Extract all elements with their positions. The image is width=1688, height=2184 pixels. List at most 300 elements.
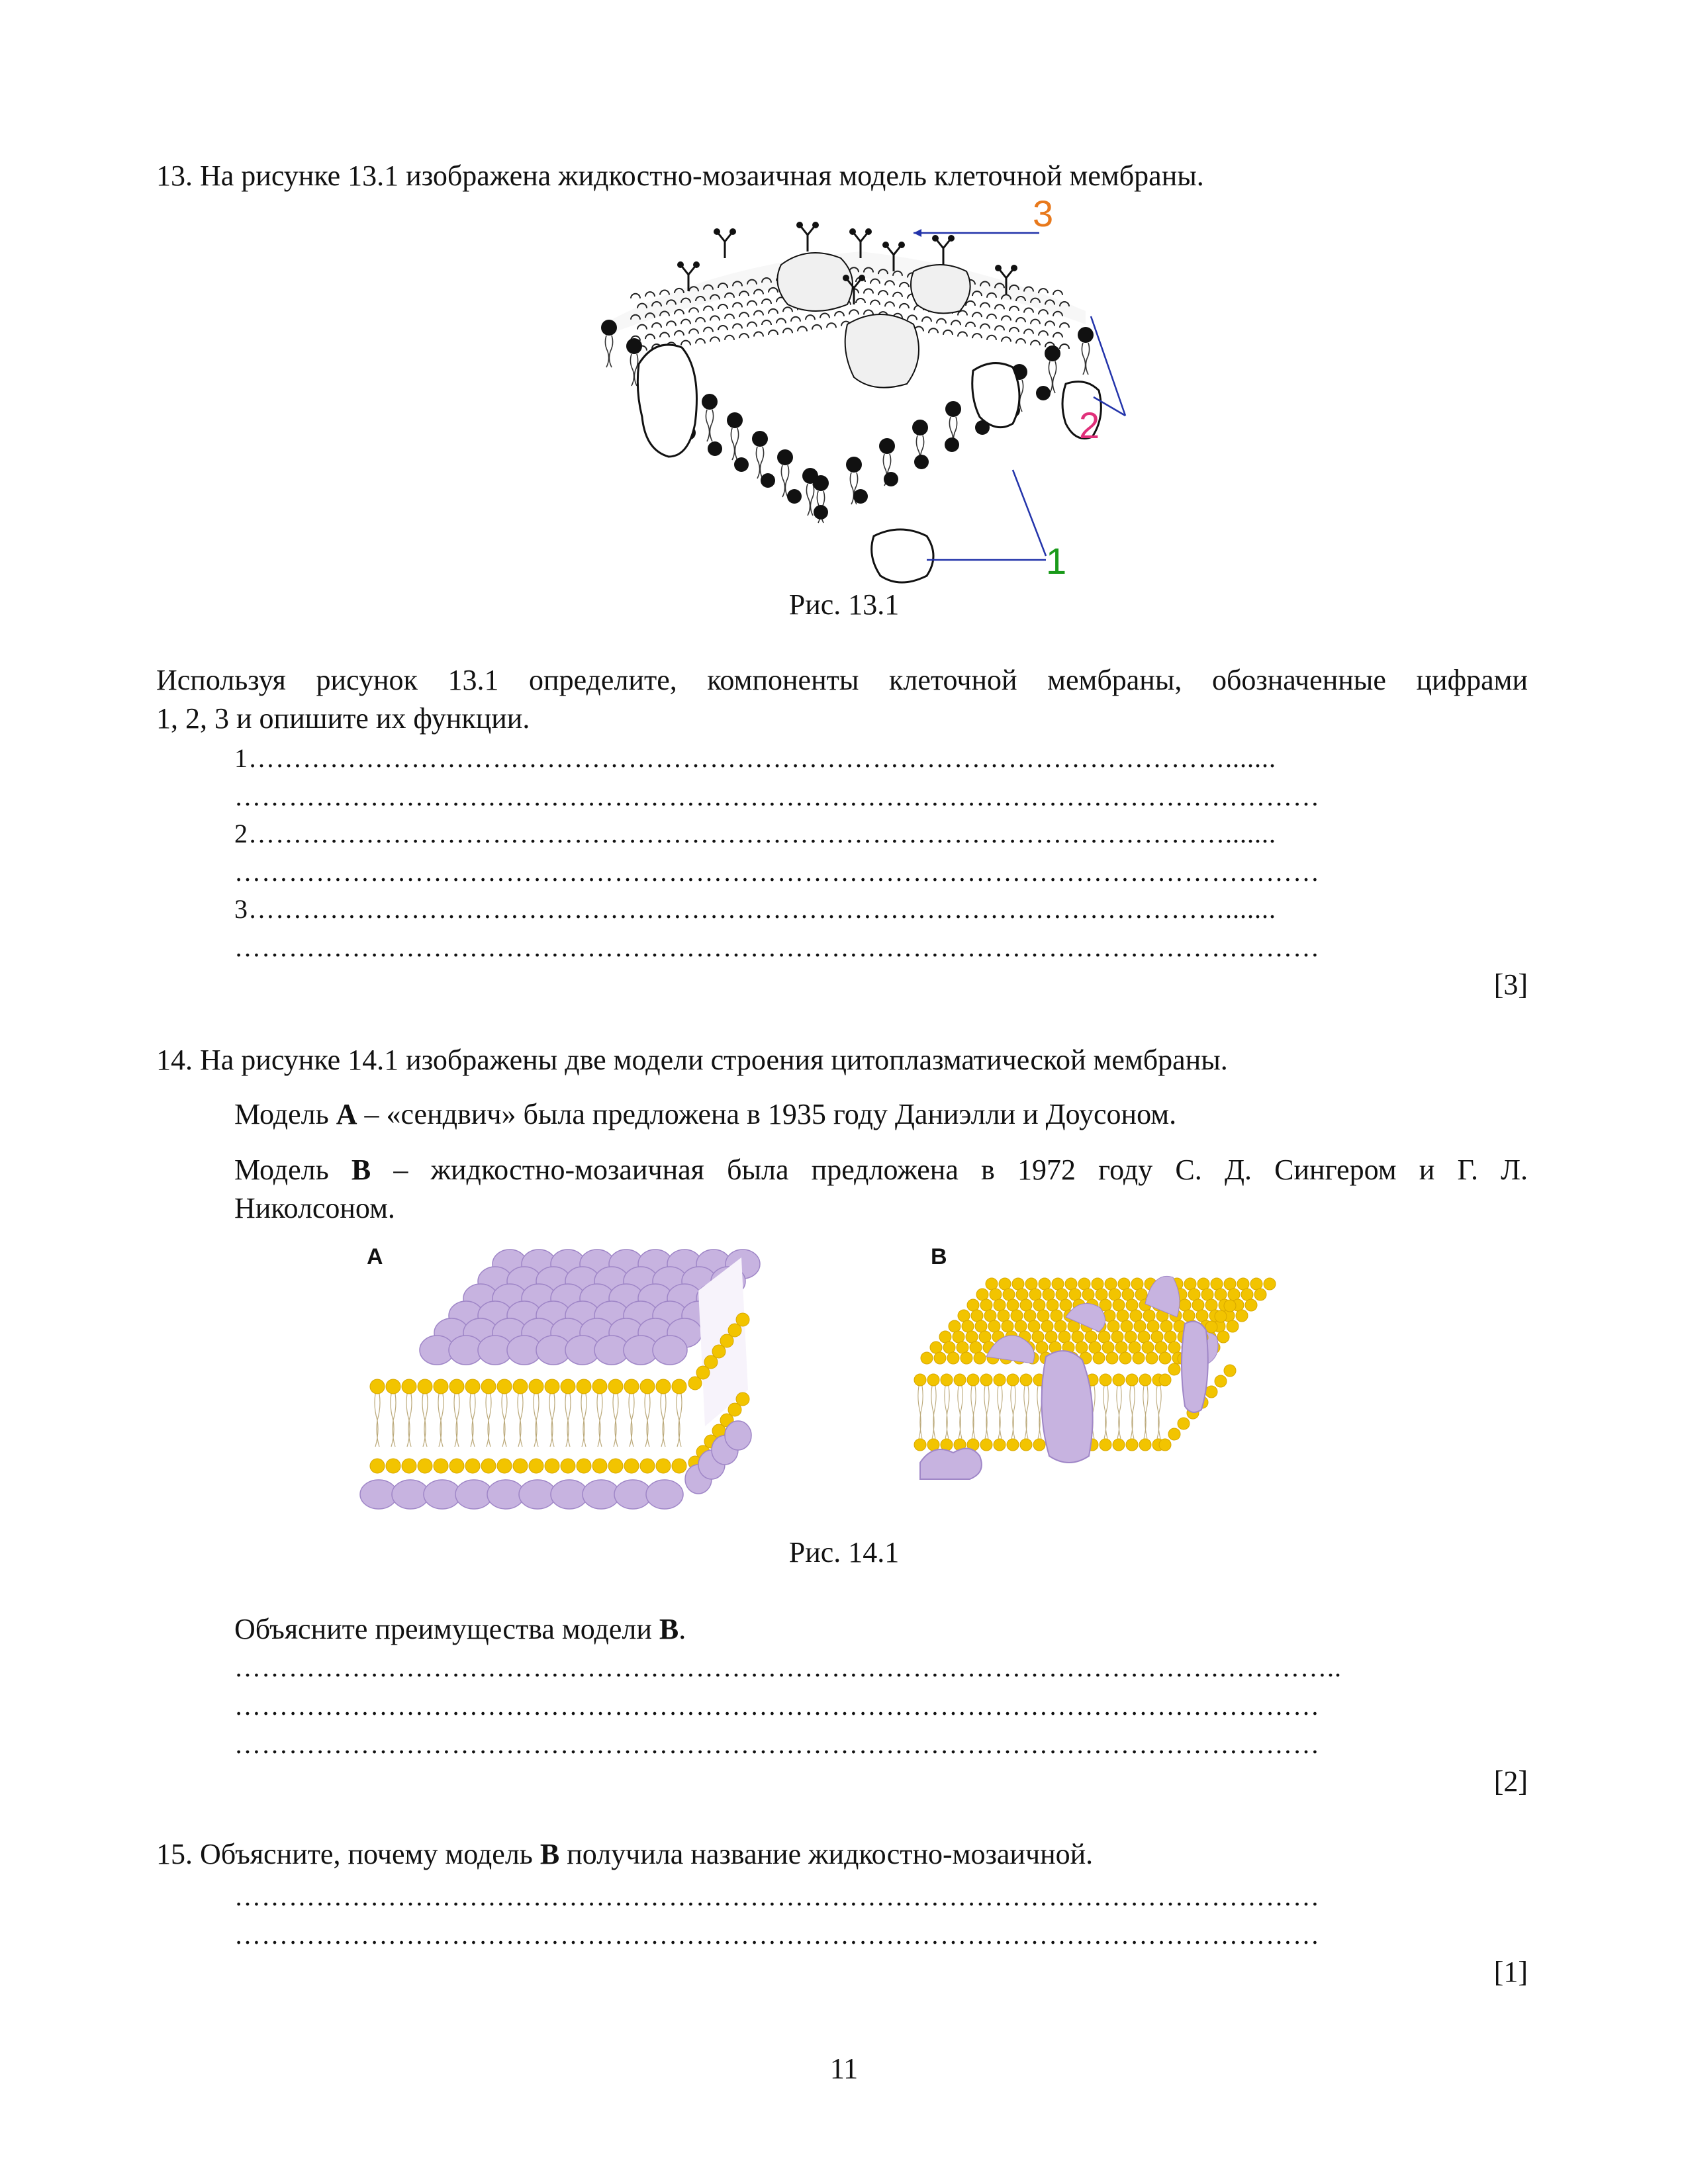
lipid-tail-a (663, 1394, 666, 1447)
lipid-head-a (497, 1379, 512, 1394)
lipid-head-a (386, 1379, 400, 1394)
lipid-head-b (1138, 1331, 1150, 1343)
lipid-head-top (1016, 318, 1025, 322)
lipid-head-top (878, 291, 888, 295)
lipid-head-b (994, 1439, 1006, 1451)
lipid-head-top (696, 339, 705, 343)
lipid-head-b (1051, 1310, 1062, 1322)
lipid-head-top (747, 322, 757, 327)
lipid-head-b (1043, 1289, 1055, 1300)
lipid-head-lower (1036, 386, 1051, 400)
lipid-head-b (979, 1331, 991, 1343)
peripheral-protein-b (920, 1449, 982, 1479)
lipid-head-top (900, 304, 909, 308)
lipid-tail-a (615, 1394, 618, 1447)
lipid-head-top (1039, 331, 1048, 336)
q15-question (156, 1836, 1093, 1873)
lipid-head-b (1236, 1310, 1248, 1322)
lipid-head-b (1085, 1331, 1097, 1343)
lipid-head-top (929, 328, 938, 333)
lipid-head (813, 475, 829, 491)
lipid-tail (731, 428, 734, 460)
lipid-head-a (592, 1379, 607, 1394)
model-b-prefix: Модель (234, 1154, 352, 1186)
lipid-head-top (908, 315, 917, 320)
lipid-head-b (1130, 1310, 1142, 1322)
lipid-head-top (995, 326, 1004, 330)
glycocalyx-node (865, 228, 872, 235)
lipid-head-top (689, 308, 698, 312)
lipid-head-b (1003, 1289, 1015, 1300)
lipid-head-b (1107, 1320, 1119, 1332)
lipid-head-b (1020, 1299, 1032, 1311)
lipid-head-b (1121, 1320, 1133, 1332)
lipid-head-b (1102, 1342, 1114, 1353)
lipid-head-b (970, 1342, 982, 1353)
q15-letter: В (539, 1838, 560, 1870)
lipid-head-a (529, 1459, 543, 1473)
lipid-head-top (739, 312, 749, 317)
lipid-head-b (984, 1310, 996, 1322)
lipid-tail-a (583, 1394, 586, 1447)
q14-answer-line-1[interactable]: ……………………………………………………………………………………………….………….. (234, 1653, 1342, 1682)
lipid-head-b (1118, 1278, 1130, 1290)
lipid-head-b (1047, 1299, 1058, 1311)
lipid-head-b (914, 1374, 926, 1386)
lipid-head-b (1168, 1428, 1180, 1440)
integral-protein-b (1042, 1351, 1093, 1463)
q13-question-line1: Используя рисунок 13.1 определите, компоненты клеточной мембраны, обозначенные цифрами (156, 664, 1528, 696)
lipid-head-top (725, 336, 734, 340)
lipid-tail-b (1132, 1386, 1135, 1439)
lipid-tail-b (920, 1386, 923, 1439)
lipid-head-b (1125, 1331, 1137, 1343)
lipid-head-top (806, 315, 815, 320)
lipid-head-b (1072, 1331, 1084, 1343)
lipid-tail-b (1145, 1386, 1148, 1439)
lipid-head-a (545, 1379, 559, 1394)
q15-suffix: получила название жидкостно-мозаичной. (559, 1838, 1094, 1870)
lipid-head-b (1133, 1352, 1145, 1364)
lipid-head-b (1129, 1342, 1141, 1353)
q15-answer-line-2[interactable]: ………………………………………………………………………………………………………… (234, 1920, 1320, 1950)
lipid-head-top (762, 320, 771, 325)
q14-marks: [2] (1493, 1765, 1528, 1797)
lipid-head-b (1142, 1342, 1154, 1353)
lipid-tail-a (456, 1394, 459, 1447)
lipid-head-b (1245, 1299, 1257, 1311)
lipid-head-top (645, 334, 655, 339)
lipid-head-b (1037, 1310, 1049, 1322)
lipid-head-b (1146, 1352, 1158, 1364)
lipid-head-b (1228, 1289, 1240, 1300)
lipid-tail-b (1026, 1386, 1029, 1439)
model-a-prefix: Модель (234, 1098, 336, 1130)
glycocalyx-node (693, 261, 700, 268)
lipid-head-b (934, 1352, 946, 1364)
lipid-head-lower (708, 441, 722, 456)
lipid-head-b (1024, 1310, 1036, 1322)
lipid-head-b (1069, 1289, 1081, 1300)
arrow-head (914, 229, 921, 237)
lipid-head-b (988, 1320, 1000, 1332)
lipid-head-a (561, 1459, 575, 1473)
lipid-head-b (1007, 1374, 1019, 1386)
lipid-head-top (966, 322, 975, 327)
peripheral-protein (777, 253, 853, 311)
lipid-head-b (1143, 1310, 1155, 1322)
lipid-head-a (736, 1392, 749, 1406)
lipid-head-b (1159, 1374, 1171, 1386)
lipid-head-b (1113, 1374, 1125, 1386)
lipid-head-b (1117, 1310, 1129, 1322)
q15-marks: [1] (1493, 1956, 1528, 1988)
lipid-head-b (971, 1310, 983, 1322)
lipid-head-top (1060, 323, 1069, 328)
lipid-head-b (1168, 1342, 1180, 1353)
lipid-head-top (660, 291, 669, 295)
lipid-tail-a (504, 1394, 507, 1447)
lipid-head-a (545, 1459, 559, 1473)
lipid-head-b (1139, 1439, 1151, 1451)
lipid-head-a (672, 1379, 686, 1394)
fig-label-b: B (931, 1244, 947, 1269)
lipid-head-b (1007, 1439, 1019, 1451)
lipid-head-b (1155, 1342, 1167, 1353)
lipid-head (601, 320, 617, 336)
lipid-head-top (1024, 308, 1033, 312)
lipid-head-b (1131, 1278, 1143, 1290)
lipid-head-lower (814, 505, 828, 520)
lipid-head-top (1031, 320, 1040, 324)
glycocalyx-node (948, 235, 955, 242)
label-1: 1 (1046, 540, 1067, 582)
lipid-head-b (1039, 1278, 1051, 1290)
lipid-head-top (710, 337, 720, 341)
lipid-head-a (561, 1379, 575, 1394)
lipid-head-top (870, 279, 880, 284)
q15-answer-line-1[interactable]: ………………………………………………………………………………………………………… (234, 1882, 1320, 1911)
lipid-head-b (927, 1374, 939, 1386)
lipid-tail-a (520, 1394, 523, 1447)
lipid-head-b (967, 1374, 979, 1386)
lipid-head-top (1016, 339, 1025, 343)
lipid-head-top (937, 319, 946, 324)
peripheral-protein-bottom (872, 529, 933, 582)
lipid-head-top (820, 313, 829, 318)
lipid-tail (706, 410, 709, 441)
lipid-head-top (856, 298, 865, 303)
lipid-head-b (1020, 1439, 1032, 1451)
lipid-tail-b (1105, 1386, 1108, 1439)
lipid-head-b (1178, 1418, 1190, 1430)
lipid-head-top (733, 302, 742, 307)
lipid-tail-a (536, 1394, 539, 1447)
q13-answer-line-1[interactable]: 1………………………………………………………………………………………………....... (234, 743, 1276, 773)
lipid-head-b (1224, 1300, 1236, 1312)
lipid-head-top (900, 283, 909, 287)
lipid-head-b (1113, 1299, 1125, 1311)
integral-protein-b (1182, 1322, 1208, 1412)
lipid-head-a (465, 1459, 480, 1473)
fluid-mosaic-model-b (907, 1244, 1317, 1522)
lipid-head-b (1250, 1278, 1262, 1290)
glycocalyx-node (812, 222, 819, 228)
lipid-head-top (704, 328, 713, 332)
lipid-head-top (769, 309, 778, 314)
lipid-head-b (1060, 1299, 1072, 1311)
lipid-head-b (990, 1289, 1002, 1300)
lipid-head-a (608, 1379, 623, 1394)
lipid-head-lower (945, 437, 959, 452)
lipid-tail-a (472, 1394, 475, 1447)
q15-prefix: 15. Объясните, почему модель (156, 1838, 540, 1870)
lipid-head-b (1052, 1278, 1064, 1290)
lipid-head-top (864, 289, 873, 293)
lipid-head-b (1122, 1289, 1134, 1300)
lipid-head-top (704, 306, 713, 311)
lipid-head-b (1105, 1278, 1117, 1290)
lipid-head-b (1029, 1289, 1041, 1300)
lipid-head-top (1045, 321, 1055, 326)
lipid-head-b (975, 1320, 987, 1332)
lipid-head-top (783, 328, 792, 333)
lipid-head-b (1025, 1278, 1037, 1290)
glycocalyx-branch (717, 232, 733, 258)
lipid-head-top (980, 303, 990, 308)
q14-model-b-line2: Николсоном. (234, 1192, 395, 1224)
lipid-tail-a (377, 1394, 380, 1447)
label-3: 3 (1033, 193, 1054, 234)
lipid-head-top (943, 330, 953, 335)
glycocalyx-branch (800, 225, 816, 251)
lipid-head-top (995, 304, 1004, 309)
lipid-head-b (1215, 1289, 1227, 1300)
lipid-head-a (465, 1379, 480, 1394)
lipid-head-top (885, 281, 894, 285)
lipid-head-b (943, 1342, 955, 1353)
lipid-head-b (1020, 1374, 1032, 1386)
lipid-head-top (980, 324, 990, 329)
model-a-text: – «сендвич» была предложена в 1935 году Даниэлли и Доусоном. (357, 1098, 1177, 1130)
lipid-head-a (592, 1459, 607, 1473)
lipid-head-top (812, 325, 821, 330)
lipid-head-a (481, 1379, 496, 1394)
lipid-head-b (941, 1374, 953, 1386)
glycocalyx-node (882, 242, 889, 248)
lipid-head-b (1082, 1289, 1094, 1300)
lipid-head-top (754, 310, 763, 315)
lipid-head-top (739, 334, 749, 338)
lipid-head-top (987, 314, 996, 319)
lipid-head-top (667, 321, 676, 326)
q14-answer-line-2[interactable]: ………………………………………………………………………………………………………… (234, 1691, 1320, 1721)
lipid-head-b (1211, 1278, 1223, 1290)
q14-title: 14. На рисунке 14.1 изображены две модели строения цитоплазматической мембраны. (156, 1044, 1228, 1076)
lipid-head-a (497, 1459, 512, 1473)
lipid-head-a (577, 1379, 591, 1394)
lipid-head-top (696, 318, 705, 322)
lipid-head-b (1016, 1289, 1028, 1300)
lipid-tail (710, 410, 713, 441)
lipid-head-b (980, 1299, 992, 1311)
lipid-head-top (1009, 306, 1019, 311)
lipid-head-a (402, 1459, 416, 1473)
lipid-head-top (1009, 328, 1019, 332)
lipid-head-b (958, 1310, 970, 1322)
lipid-head-b (1092, 1278, 1103, 1290)
lipid-head-lower (761, 473, 775, 488)
page-number: 11 (829, 2052, 859, 2085)
lipid-head-top (681, 320, 690, 324)
q13-answer-line-4[interactable]: ………………………………………………………………………………………………………… (234, 857, 1320, 887)
lipid-head-a (608, 1459, 623, 1473)
lipid-head-b (947, 1352, 959, 1364)
lipid-head-b (1205, 1321, 1217, 1333)
glycocalyx-node (843, 275, 849, 281)
lipid-head-b (1002, 1320, 1013, 1332)
q13-answer-line-2[interactable]: ………………………………………………………………………………………………………… (234, 782, 1320, 811)
q13-question-line2: 1, 2, 3 и опишите их функции. (156, 702, 530, 735)
lipid-head-b (999, 1278, 1011, 1290)
glycocalyx-node (898, 242, 905, 248)
lipid-head-top (710, 316, 720, 320)
lipid-tail (735, 428, 738, 460)
lipid-tail-a (631, 1394, 634, 1447)
lipid-head (752, 431, 768, 447)
lipid-head-b (1065, 1278, 1077, 1290)
q14-model-b (234, 1152, 1528, 1189)
lipid-head-b (1093, 1352, 1105, 1364)
lipid-head (879, 438, 895, 454)
lipid-head-b (1159, 1439, 1171, 1451)
lipid-head-top (827, 323, 836, 328)
q13-answer-line-3[interactable]: 2………………………………………………………………………………………………....... (234, 819, 1276, 848)
lipid-head-b (1011, 1310, 1023, 1322)
lipid-head-b (961, 1352, 972, 1364)
lipid-head-b (1184, 1278, 1196, 1290)
lipid-head-b (1264, 1278, 1276, 1290)
lipid-tail (1053, 361, 1056, 393)
lipid-head-top (958, 332, 967, 336)
lipid-head-top (849, 310, 859, 314)
lipid-head-top (1060, 344, 1069, 349)
protein-layer-bottom (725, 1421, 751, 1450)
lipid-tail-a (567, 1394, 571, 1447)
q14-answer-line-3[interactable]: ………………………………………………………………………………………………………… (234, 1729, 1320, 1759)
q14-question-prefix: Объясните преимущества модели (234, 1613, 659, 1645)
lipid-tail-b (986, 1386, 989, 1439)
lipid-tail-b (960, 1386, 962, 1439)
lipid-head-a (370, 1459, 385, 1473)
figure-14-1 (364, 1244, 1324, 1522)
lipid-head-b (930, 1342, 942, 1353)
lipid-head-top (631, 294, 640, 298)
lipid-head-b (1111, 1331, 1123, 1343)
lipid-tail (1082, 343, 1085, 375)
q13-answer-line-5[interactable]: 3………………………………………………………………………………………………....... (234, 894, 1276, 924)
q14-question (234, 1611, 686, 1648)
lipid-head-top (1024, 329, 1033, 334)
lipid-head-b (914, 1439, 926, 1451)
lipid-head-b (1139, 1374, 1151, 1386)
lipid-head-top (675, 331, 684, 336)
glycocalyx-node (849, 228, 856, 235)
lipid-head-top (733, 324, 742, 328)
lipid-tail-b (947, 1386, 949, 1439)
lipid-head-lower (914, 455, 929, 469)
lipid-head-b (1168, 1363, 1180, 1375)
lipid-head (1045, 345, 1060, 361)
lipid-head (846, 457, 862, 473)
lipid-head-top (870, 300, 880, 305)
lipid-head-b (957, 1342, 968, 1353)
lipid-head-b (1192, 1299, 1204, 1311)
lipid-head-b (980, 1374, 992, 1386)
lipid-tail (781, 465, 784, 497)
lipid-head-a (529, 1379, 543, 1394)
lipid-tail (756, 447, 759, 478)
membrane-diagram-13-1 (583, 205, 1152, 596)
lipid-head-lower (734, 457, 749, 472)
lipid-head-b (1096, 1289, 1107, 1300)
lipid-head-b (1012, 1278, 1024, 1290)
lipid-tail-b (933, 1386, 936, 1439)
lipid-head-b (953, 1331, 964, 1343)
lipid-head-a (640, 1379, 655, 1394)
peripheral-protein (911, 265, 970, 313)
lipid-tail-b (973, 1386, 976, 1439)
lipid-head-a (640, 1459, 655, 1473)
lipid-head-a (577, 1459, 591, 1473)
lipid-head-b (1100, 1374, 1111, 1386)
lipid-head-b (1041, 1320, 1053, 1332)
lipid-head-b (1151, 1331, 1163, 1343)
lipid-tail (810, 484, 814, 516)
lipid-tail-a (647, 1394, 650, 1447)
lipid-tail (1049, 361, 1052, 393)
lipid-head-b (1241, 1289, 1253, 1300)
lipid-head-top (718, 326, 727, 330)
lipid-head-b (1033, 1299, 1045, 1311)
lipid-head-top (652, 323, 661, 328)
q13-answer-line-6[interactable]: ………………………………………………………………………………………………………… (234, 933, 1320, 962)
lipid-tail (1086, 343, 1089, 375)
lipid-head-b (1100, 1439, 1111, 1451)
lipid-head-top (689, 329, 698, 334)
lipid-head-b (1098, 1331, 1110, 1343)
glycocalyx-node (932, 235, 939, 242)
q13-marks: [3] (1493, 968, 1528, 1001)
lipid-head-b (1028, 1320, 1040, 1332)
lipid-head-b (1078, 1278, 1090, 1290)
lipid-head-b (1205, 1299, 1217, 1311)
leader-line-1 (1013, 470, 1046, 556)
lipid-head-top (922, 317, 931, 322)
lipid-head-top (951, 320, 961, 325)
lipid-head-top (1053, 333, 1062, 338)
lipid-head-b (994, 1374, 1006, 1386)
lipid-head-b (1076, 1342, 1088, 1353)
glycocalyx-node (995, 265, 1002, 271)
lipid-tail (850, 473, 853, 504)
lipid-head-top (1031, 341, 1040, 345)
protein-layer-bottom (646, 1480, 683, 1509)
fig-label-a: A (367, 1244, 383, 1269)
lipid-head-a (449, 1459, 464, 1473)
lipid-head-b (949, 1320, 961, 1332)
lipid-head (945, 401, 961, 417)
